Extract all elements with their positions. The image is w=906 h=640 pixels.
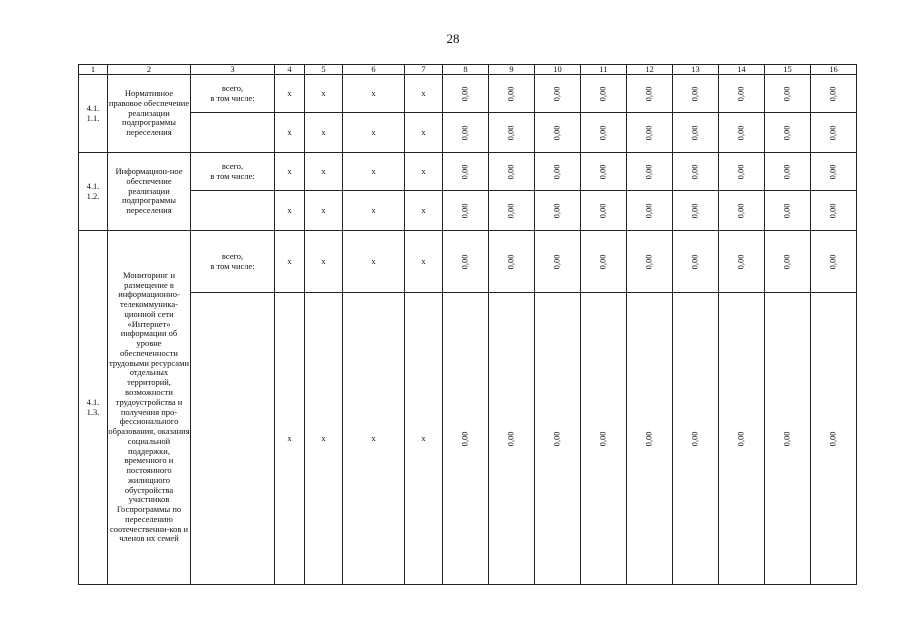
value-text: 0,00 [505,86,516,101]
column-header: 8 [443,65,489,75]
value-text: 0,00 [459,254,470,269]
column-header: 11 [581,65,627,75]
value-text: 0,00 [597,164,608,179]
page-number: 28 [446,31,460,46]
value-text: 0,00 [597,125,608,140]
value-text: 0,00 [827,86,838,101]
value-cell [765,191,811,231]
value-text: 0,00 [459,86,470,101]
value-cell [443,75,489,113]
value-text: 0,00 [551,164,562,179]
funding-source [191,113,275,153]
value-text: 0,00 [505,203,516,218]
value-text: 0,00 [505,164,516,179]
value-cell [811,191,857,231]
value-text: 0,00 [551,203,562,218]
column-header: 1 [79,65,108,75]
column-header: 7 [405,65,443,75]
value-text: 0,00 [597,86,608,101]
value-cell [535,293,581,585]
table-row [79,191,857,231]
value-cell [581,75,627,113]
value-text: 0,00 [735,86,746,101]
value-text: 0,00 [505,125,516,140]
mark-cell: x [405,75,443,113]
column-header: 10 [535,65,581,75]
mark-cell: x [275,191,305,231]
value-text: 0,00 [505,254,516,269]
mark-cell: x [343,113,405,153]
value-text: 0,00 [689,125,700,140]
value-cell [443,293,489,585]
item-name: Информацион-ное обеспечение реализации подпрограммы переселения [108,153,191,231]
value-text: 0,00 [643,164,654,179]
value-text: 0,00 [827,431,838,446]
value-text: 0,00 [827,125,838,140]
value-text: 0,00 [689,254,700,269]
mark-cell: x [343,75,405,113]
value-cell [719,293,765,585]
value-text: 0,00 [551,125,562,140]
column-header: 6 [343,65,405,75]
table-row [79,231,857,293]
value-text: 0,00 [735,431,746,446]
column-header: 14 [719,65,765,75]
table-row [79,75,857,113]
value-text: 0,00 [735,254,746,269]
value-cell [719,191,765,231]
value-cell [443,231,489,293]
value-cell [489,153,535,191]
column-header: 3 [191,65,275,75]
value-text: 0,00 [459,431,470,446]
mark-cell: x [343,153,405,191]
value-cell [811,153,857,191]
column-header: 13 [673,65,719,75]
value-text: 0,00 [781,203,792,218]
item-number: 4.1. 1.2. [79,153,108,231]
value-cell [535,231,581,293]
value-cell [811,75,857,113]
funding-source [191,191,275,231]
value-text: 0,00 [735,125,746,140]
column-header: 9 [489,65,535,75]
value-cell [673,75,719,113]
mark-cell: x [275,231,305,293]
value-cell [765,75,811,113]
item-number: 4.1. 1.3. [79,231,108,585]
funding-source [191,293,275,585]
value-cell [489,293,535,585]
value-text: 0,00 [827,254,838,269]
value-cell [489,191,535,231]
mark-cell: x [305,191,343,231]
value-text: 0,00 [781,125,792,140]
value-cell [811,293,857,585]
column-header: 15 [765,65,811,75]
value-text: 0,00 [689,86,700,101]
value-cell [443,191,489,231]
mark-cell: x [275,293,305,585]
value-cell [627,113,673,153]
value-cell [535,191,581,231]
value-text: 0,00 [689,164,700,179]
item-number: 4.1. 1.1. [79,75,108,153]
value-cell [581,293,627,585]
value-cell [581,191,627,231]
value-text: 0,00 [735,203,746,218]
table-row [79,113,857,153]
value-cell [581,153,627,191]
item-name: Нормативное правовое обеспечение реализации подпрограммы переселения [108,75,191,153]
value-cell [535,75,581,113]
value-cell [765,231,811,293]
budget-table [78,64,857,585]
value-cell [443,153,489,191]
mark-cell: x [305,153,343,191]
value-text: 0,00 [689,203,700,218]
value-cell [535,153,581,191]
mark-cell: x [305,231,343,293]
value-text: 0,00 [781,86,792,101]
column-header: 4 [275,65,305,75]
table-row [79,153,857,191]
mark-cell: x [305,75,343,113]
value-cell [719,153,765,191]
mark-cell: x [405,113,443,153]
value-cell [673,191,719,231]
mark-cell: x [405,231,443,293]
funding-source: всего, в том числе: [191,231,275,293]
value-text: 0,00 [505,431,516,446]
value-text: 0,00 [643,203,654,218]
value-cell [765,113,811,153]
value-text: 0,00 [643,86,654,101]
value-cell [673,231,719,293]
value-cell [719,113,765,153]
mark-cell: x [275,113,305,153]
table-row [79,293,857,585]
mark-cell: x [405,153,443,191]
value-text: 0,00 [551,431,562,446]
mark-cell: x [343,293,405,585]
mark-cell: x [275,75,305,113]
value-cell [765,153,811,191]
value-text: 0,00 [643,431,654,446]
value-cell [627,293,673,585]
column-header: 2 [108,65,191,75]
column-header: 12 [627,65,673,75]
value-cell [535,113,581,153]
value-cell [627,153,673,191]
value-text: 0,00 [459,125,470,140]
value-cell [673,293,719,585]
mark-cell: x [305,293,343,585]
value-cell [581,231,627,293]
value-text: 0,00 [689,431,700,446]
value-cell [673,153,719,191]
mark-cell: x [275,153,305,191]
value-text: 0,00 [643,254,654,269]
value-text: 0,00 [643,125,654,140]
value-cell [673,113,719,153]
item-name: Мониторинг и размещение в информационно-телекоммуника-ционной сети «Интернет» информации об уровне обеспеченности трудовыми ресурсами отдельных территорий, возможности трудоустройства и получения про-фессионального образования, оказания социальной поддержки, временного и постоянного жилищного обустройства участников Госпрограммы по переселению соотечественни-ков и членов их семей [108,231,191,585]
funding-source: всего, в том числе: [191,153,275,191]
value-text: 0,00 [827,164,838,179]
header-row [79,65,857,75]
value-text: 0,00 [735,164,746,179]
value-cell [489,113,535,153]
value-cell [627,75,673,113]
value-cell [719,231,765,293]
value-cell [719,75,765,113]
value-cell [489,231,535,293]
mark-cell: x [343,191,405,231]
value-text: 0,00 [551,86,562,101]
funding-source: всего, в том числе: [191,75,275,113]
value-cell [811,231,857,293]
value-text: 0,00 [781,254,792,269]
value-text: 0,00 [827,203,838,218]
column-header: 5 [305,65,343,75]
value-text: 0,00 [781,164,792,179]
mark-cell: x [405,293,443,585]
value-text: 0,00 [597,203,608,218]
value-cell [811,113,857,153]
value-cell [627,191,673,231]
column-header: 16 [811,65,857,75]
value-text: 0,00 [551,254,562,269]
value-cell [489,75,535,113]
value-text: 0,00 [597,254,608,269]
value-text: 0,00 [459,203,470,218]
value-cell [443,113,489,153]
value-text: 0,00 [781,431,792,446]
value-text: 0,00 [459,164,470,179]
mark-cell: x [305,113,343,153]
value-cell [765,293,811,585]
value-text: 0,00 [597,431,608,446]
value-cell [581,113,627,153]
mark-cell: x [343,231,405,293]
mark-cell: x [405,191,443,231]
value-cell [627,231,673,293]
